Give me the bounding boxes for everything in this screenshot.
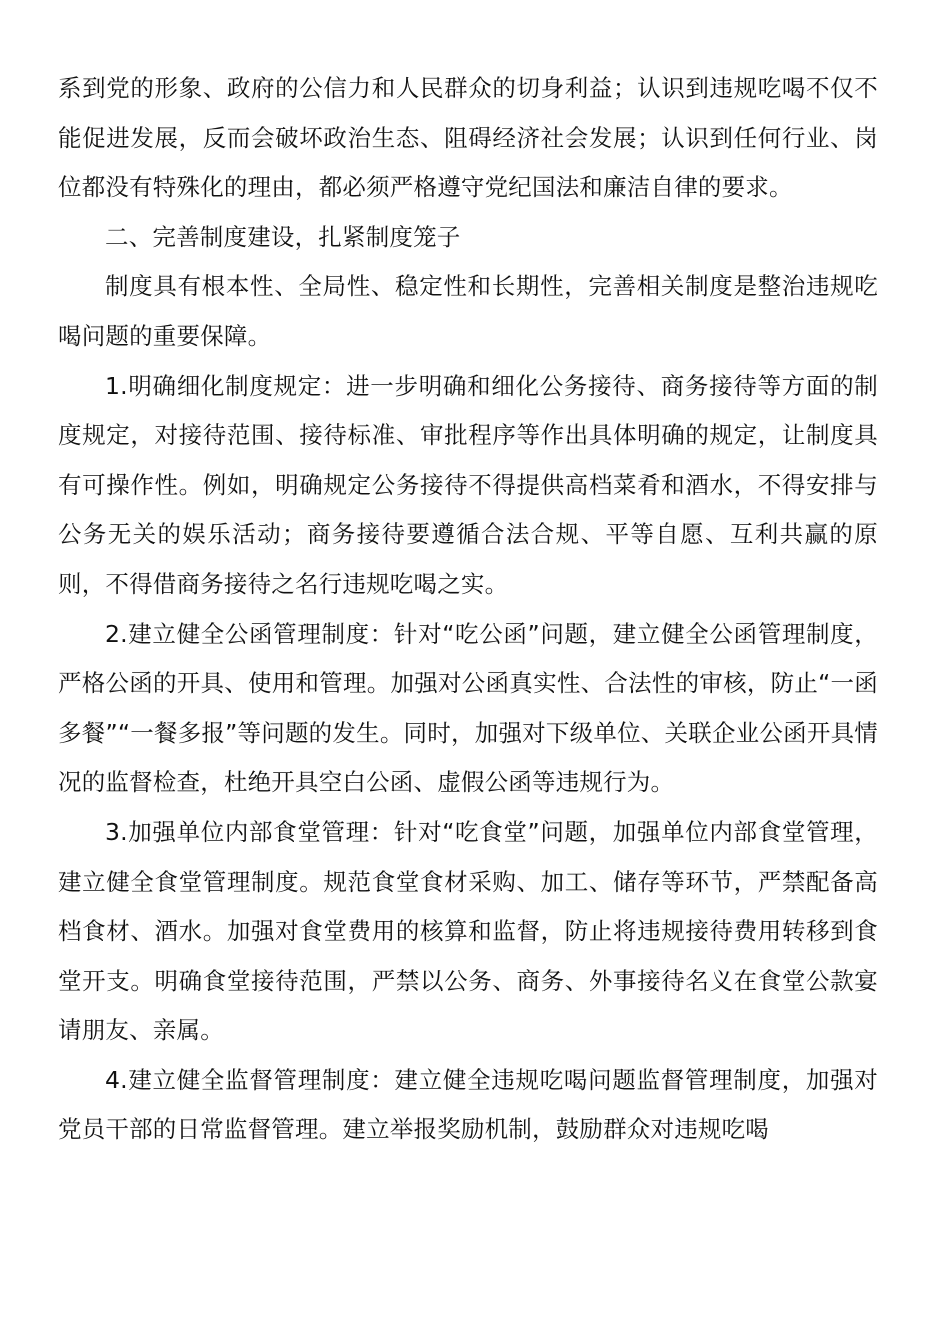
- paragraph-item-1: 1.明确细化制度规定：进一步明确和细化公务接待、商务接待等方面的制度规定，对接待范围、接待标准、审批程序等作出具体明确的规定，让制度具有可操作性。例如，明确规定公务接待不得提供高档菜肴和酒水，不得安排与公务无关的娱乐活动；商务接待要遵循合法合规、平等自愿、互利共赢的原则，不得借商务接待之名行违规吃喝之实。: [58, 371, 878, 598]
- paragraph-item-2: 2.建立健全公函管理制度：针对“吃公函”问题，建立健全公函管理制度，严格公函的开具、使用和管理。加强对公函真实性、合法性的审核，防止“一函多餐”“一餐多报”等问题的发生。同时，加强对下级单位、关联企业公函开具情况的监督检查，杜绝开具空白公函、虚假公函等违规行为。: [58, 619, 878, 797]
- paragraph-intro: 制度具有根本性、全局性、稳定性和长期性，完善相关制度是整治违规吃喝问题的重要保障。: [58, 272, 878, 350]
- paragraph-item-4: 4.建立健全监督管理制度：建立健全违规吃喝问题监督管理制度，加强对党员干部的日常监督管理。建立举报奖励机制，鼓励群众对违规吃喝: [58, 1065, 878, 1144]
- paragraph-continuation: 系到党的形象、政府的公信力和人民群众的切身利益；认识到违规吃喝不仅不能促进发展，反而会破坏政治生态、阻碍经济社会发展；认识到任何行业、岗位都没有特殊化的理由，都必须严格遵守党纪国法和廉洁自律的要求。: [58, 74, 878, 202]
- section-heading: 二、完善制度建设，扎紧制度笼子: [105, 222, 461, 251]
- paragraph-item-3: 3.加强单位内部食堂管理：针对“吃食堂”问题，加强单位内部食堂管理，建立健全食堂管理制度。规范食堂食材采购、加工、储存等环节，严禁配备高档食材、酒水。加强对食堂费用的核算和监督，防止将违规接待费用转移到食堂开支。明确食堂接待范围，严禁以公务、商务、外事接待名义在食堂公款宴请朋友、亲属。: [58, 817, 878, 1045]
- document-body: [58, 64, 878, 1155]
